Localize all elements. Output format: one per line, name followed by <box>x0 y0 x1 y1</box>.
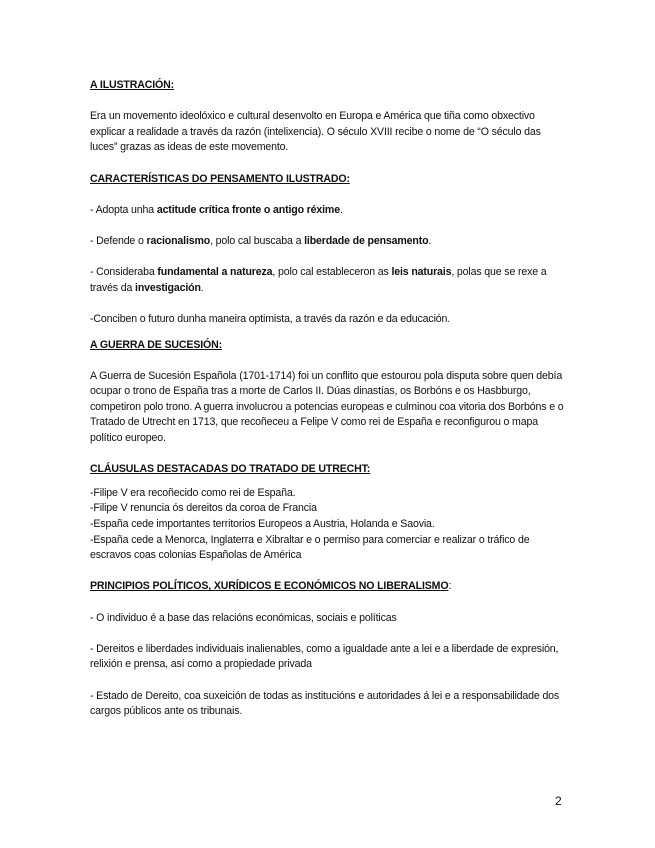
principle-item: - O individuo é a base das relacións económicas, sociais e políticas <box>90 611 397 624</box>
section-heading-ilustracion: A ILUSTRACIÓN: <box>90 79 175 91</box>
principle-item: - Dereitos e liberdades individuais inalienables, como a igualdade ante a lei e a liberdade de expresión, relixión e prensa, así como a propiedade privada <box>90 642 559 671</box>
characteristic-item: -Conciben o futuro dunha maneira optimista, a través da razón e da educación. <box>90 312 451 325</box>
ilustracion-paragraph: Era un movemento ideolóxico e cultural desenvolto en Europa e América que tiña como obxectivo explicar a realidade a través da razón (intelixencia). O século XVIII recibe o nome de “O século das luces” grazas as ideas de este movemento. <box>90 110 541 154</box>
characteristic-item: - Adopta unha actitude crítica fronte o antigo réxime. <box>90 203 343 216</box>
utrecht-clause-list <box>90 486 570 564</box>
section-heading-liberalismo: PRINCIPIOS POLÍTICOS, XURÍDICOS E ECONÓMICOS NO LIBERALISMO: <box>90 580 452 593</box>
list-item: -Filipe V era recoñecido como rei de España. <box>90 486 296 499</box>
characteristic-item: - Defende o racionalismo, polo cal buscaba a liberdade de pensamento. <box>90 234 432 247</box>
list-item: -Filipe V renuncia ós dereitos da coroa de Francia <box>90 502 317 515</box>
guerra-paragraph: A Guerra de Sucesión Española (1701-1714) foi un conflito que estourou pola disputa sobre quen debía ocupar o trono de España tras a morte de Carlos II. Dúas dinastías, os Borbóns e os Hasbburgo, competiron polo trono. A guerra involucrou a potencias europeas e culminou coa vitoria dos Borbóns e o Tratado de Utrecht en 1713, que recoñeceu a Felipe V como rei de España e reconfigurou o mapa político europeo. <box>90 369 564 445</box>
section-heading-utrecht: CLÁUSULAS DESTACADAS DO TRATADO DE UTRECHT: <box>90 463 371 476</box>
characteristic-item: - Consideraba fundamental a natureza, polo cal estableceron as leis naturais, polas que se rexe a través da investigación. <box>90 266 547 294</box>
list-item: -España cede a Menorca, Inglaterra e Xibraltar e o permiso para comerciar e realizar o tráfico de escravos coas colonias Españolas de América <box>90 533 530 562</box>
document-page <box>90 78 570 720</box>
section-heading-caracteristicas: CARACTERÍSTICAS DO PENSAMENTO ILUSTRADO: <box>90 172 350 185</box>
page-number: 2 <box>555 794 562 808</box>
principle-item: - Estado de Dereito, coa suxeición de todas as institucións e autoridades á lei e a responsabilidade dos cargos públicos ante os tribunais. <box>90 689 560 718</box>
list-item: -España cede importantes territorios Europeos a Austria, Holanda e Saovia. <box>90 518 435 531</box>
section-heading-guerra-sucesion: A GUERRA DE SUCESIÓN: <box>90 338 223 351</box>
